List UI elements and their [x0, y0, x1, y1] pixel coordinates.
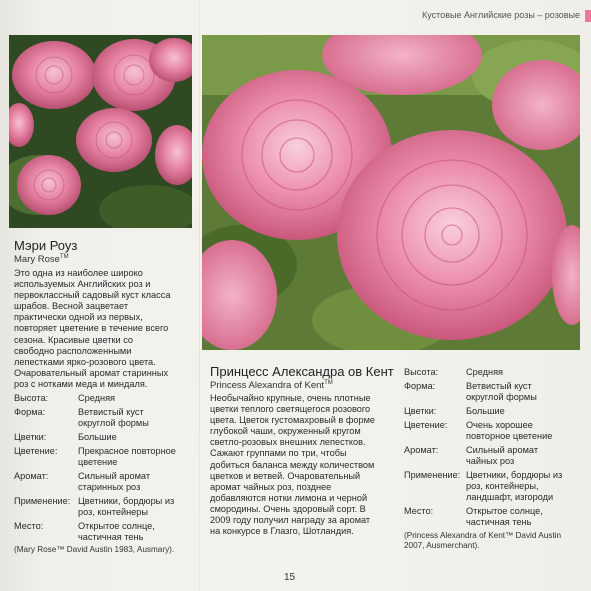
spec-label: Применение:: [14, 496, 71, 506]
spec-value-line: Очень хорошее: [466, 420, 533, 430]
spec-value: [78, 432, 196, 443]
spec-row: [14, 407, 196, 429]
spec-value: [78, 446, 196, 468]
description-line: Сажают группами по три, чтобы: [210, 448, 347, 459]
spec-label: Цветки:: [14, 432, 47, 442]
spec-row: [404, 445, 582, 467]
spec-value: [466, 420, 582, 442]
spec-value-line: Открытое солнце,: [78, 521, 155, 531]
rose-title-princess-alexandra: Принцесс Александра ов Кент: [210, 364, 394, 379]
description-line: аромат чайных роз, позднее: [210, 481, 332, 492]
description-line: свободно расположенными: [14, 345, 132, 356]
spec-row: [404, 381, 582, 403]
description-line: используемых Английских роз и: [14, 279, 151, 290]
page-number: 15: [284, 572, 296, 583]
description-line: светло-розовых внешних лепестков.: [210, 437, 366, 448]
spec-value: [78, 407, 196, 429]
spec-value: [466, 470, 582, 503]
description-line: Очаровательный аромат старинных: [14, 367, 169, 378]
spec-value: [78, 521, 196, 543]
description-mary-rose: [14, 268, 196, 390]
photo-princess-alexandra: [202, 35, 580, 350]
spec-value-line: округлой формы: [466, 392, 537, 402]
spec-value-line: Прекрасное повторное: [78, 446, 176, 456]
spec-value-line: Средняя: [466, 367, 504, 377]
spec-value-line: Цветники, бордюры из: [466, 470, 563, 480]
spec-row: [14, 393, 196, 404]
spec-label: Место:: [14, 521, 44, 531]
origin-note-line: (Princess Alexandra of Kent™ David Austin: [404, 531, 562, 540]
spec-row: [14, 496, 196, 518]
spec-label: Форма:: [14, 407, 46, 417]
description-princess-alexandra: [210, 393, 398, 537]
rose-latin-name-princess-alexandra: Princess Alexandra of Kent™: [210, 380, 333, 392]
spec-label: Применение:: [404, 470, 461, 480]
spec-label: Форма:: [404, 381, 436, 391]
description-line: глубокой чаши, окруженный кругом: [210, 426, 361, 437]
spec-value-line: Большие: [78, 432, 117, 442]
spec-value-line: Сильный аромат: [466, 445, 539, 455]
spec-label: Аромат:: [404, 445, 439, 455]
spec-row: [404, 420, 582, 442]
specs-mary-rose: [14, 393, 196, 546]
description-line: лепестками ярко-розового цвета.: [14, 356, 156, 367]
description-line: цветки теплого светящегося розового: [210, 404, 371, 415]
spec-row: [404, 367, 582, 378]
spec-label: Цветение:: [14, 446, 58, 456]
spec-label: Цветение:: [404, 420, 448, 430]
section-color-tab: [585, 10, 591, 22]
spec-row: [14, 471, 196, 493]
description-line: сезона. Красивые цветки со: [14, 334, 134, 345]
description-line: на конкурсе в Глазго, Шотландия.: [210, 526, 354, 537]
spec-value: [466, 406, 582, 417]
description-line: шрабов. Весной зацветает: [14, 301, 129, 312]
specs-princess-alexandra: [404, 367, 582, 531]
description-line: практически одной из первых,: [14, 312, 143, 323]
spec-row: [14, 432, 196, 443]
description-line: добиться баланса между количеством: [210, 459, 375, 470]
spec-value: [78, 496, 196, 518]
spec-value: [466, 445, 582, 467]
spec-value-line: Ветвистый куст: [78, 407, 144, 417]
rose-title-mary-rose: Мэри Роуз: [14, 238, 78, 253]
spec-value-line: округлой формы: [78, 418, 149, 428]
spec-value-line: Сильный аромат: [78, 471, 151, 481]
origin-note-princess-alexandra: [404, 531, 582, 551]
spec-value-line: Открытое солнце,: [466, 506, 543, 516]
spec-value-line: чайных роз: [466, 456, 515, 466]
spec-value-line: цветение: [78, 457, 118, 467]
spec-value: [78, 393, 196, 404]
spec-row: [14, 446, 196, 468]
description-line: цвета. Цветок густомахровый в форме: [210, 415, 376, 426]
origin-note-mary-rose: (Mary Rose™ David Austin 1983, Ausmary).: [14, 545, 175, 554]
spec-label: Место:: [404, 506, 434, 516]
spec-value: [466, 381, 582, 403]
spec-value-line: Средняя: [78, 393, 116, 403]
spec-value-line: старинных роз: [78, 482, 141, 492]
description-line: роз с нотками меда и миндаля.: [14, 378, 148, 389]
rose-photo-image: [202, 35, 580, 350]
description-line: первоклассный садовый куст класса: [14, 290, 171, 301]
description-line: добавляются нотки лимона и черной: [210, 492, 368, 503]
rose-latin-name-mary-rose: Mary Rose™: [14, 254, 69, 266]
spec-label: Высота:: [14, 393, 49, 403]
spec-value-line: частичная тень: [466, 517, 532, 527]
spec-value: [466, 506, 582, 528]
spec-value-line: Цветники, бордюры из: [78, 496, 175, 506]
spec-value-line: роз, контейнеры: [78, 507, 148, 517]
spec-value-line: частичная тень: [78, 532, 144, 542]
description-line: смородины. Очень здоровый сорт. В: [210, 503, 366, 514]
description-line: Это одна из наиболее широко: [14, 268, 143, 278]
spec-value-line: ландшафт, изгороди: [466, 492, 554, 502]
description-line: 2009 году получил награду за аромат: [210, 515, 371, 526]
spec-label: Цветки:: [404, 406, 437, 416]
photo-mary-rose: [9, 35, 192, 228]
rose-photo-image: [9, 35, 192, 228]
spec-value-line: Большие: [466, 406, 505, 416]
description-line: цветков и ветвей. Очаровательный: [210, 470, 361, 481]
spec-row: [404, 470, 582, 503]
description-line: повторяет цветение в течение всего: [14, 323, 169, 334]
section-header: Кустовые Английские розы – розовые: [422, 10, 580, 20]
spec-value-line: роз, контейнеры,: [466, 481, 539, 491]
spec-row: [404, 506, 582, 528]
spec-value-line: повторное цветение: [466, 431, 553, 441]
spec-value-line: Ветвистый куст: [466, 381, 532, 391]
spec-row: [404, 406, 582, 417]
spec-value: [466, 367, 582, 378]
spec-label: Аромат:: [14, 471, 49, 481]
origin-note-line: 2007, Ausmerchant).: [404, 541, 480, 550]
page-fold: [199, 0, 200, 591]
spec-row: [14, 521, 196, 543]
spec-label: Высота:: [404, 367, 439, 377]
description-line: Необычайно крупные, очень плотные: [210, 393, 371, 403]
spec-value: [78, 471, 196, 493]
